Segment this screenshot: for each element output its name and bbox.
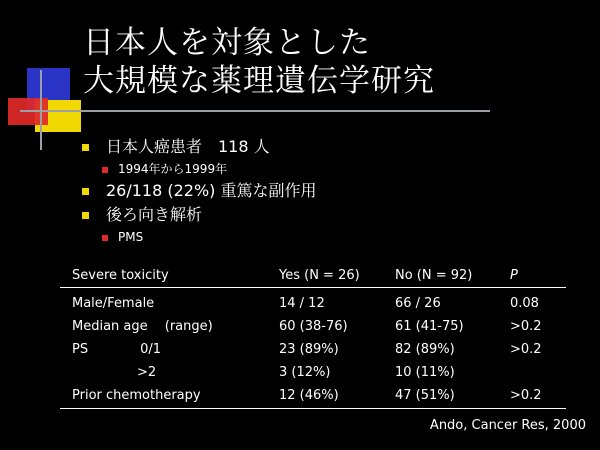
table-cell: 47 (51%) bbox=[395, 388, 455, 403]
table-cell: Male/Female bbox=[72, 296, 155, 311]
decorative-vertical-line bbox=[40, 70, 42, 150]
table-cell: 66 / 26 bbox=[395, 296, 441, 311]
bullet-list bbox=[78, 135, 578, 247]
table-row bbox=[60, 384, 568, 407]
bullet-square-icon bbox=[82, 188, 89, 195]
bullet-text: 後ろ向き解析 bbox=[106, 205, 203, 224]
table-cell: 60 (38-76) bbox=[279, 319, 348, 334]
table-cell: 10 (11%) bbox=[395, 365, 455, 380]
sub-bullet-square-icon bbox=[102, 235, 108, 241]
table-cell: >0.2 bbox=[510, 342, 542, 357]
sub-bullet-text: 1994年から1999年 bbox=[118, 162, 228, 176]
table-row bbox=[60, 361, 568, 384]
table-cell: PS 0/1 bbox=[72, 342, 162, 357]
table-cell: 82 (89%) bbox=[395, 342, 455, 357]
table-cell: >0.2 bbox=[510, 388, 542, 403]
sub-bullet-square-icon bbox=[102, 167, 108, 173]
table-cell: 61 (41-75) bbox=[395, 319, 464, 334]
table-cell: 3 (12%) bbox=[279, 365, 331, 380]
table-cell: 14 / 12 bbox=[279, 296, 325, 311]
decorative-horizontal-line bbox=[20, 110, 490, 112]
header-cell: P bbox=[510, 268, 518, 283]
table-row bbox=[60, 315, 568, 338]
table-cell: >0.2 bbox=[510, 319, 542, 334]
table-cell: >2 bbox=[72, 365, 157, 380]
header-cell: No (N = 92) bbox=[395, 268, 473, 283]
header-cell: Severe toxicity bbox=[72, 268, 169, 283]
bullet-item bbox=[78, 179, 578, 203]
bullet-item bbox=[78, 203, 578, 227]
sub-bullet-item bbox=[78, 159, 578, 179]
sub-bullet-text: PMS bbox=[118, 230, 144, 244]
table-row bbox=[60, 292, 568, 315]
bullet-item bbox=[78, 135, 578, 159]
bullet-square-icon bbox=[82, 212, 89, 219]
table-header-divider bbox=[60, 287, 566, 288]
table-cell: Prior chemotherapy bbox=[72, 388, 201, 403]
toxicity-table bbox=[60, 264, 568, 407]
title-line-2: 大規模な薬理遺伝学研究 bbox=[83, 63, 435, 99]
sub-bullet-item bbox=[78, 227, 578, 247]
bullet-text: 26/118 (22%) 重篤な副作用 bbox=[106, 181, 317, 200]
citation: Ando, Cancer Res, 2000 bbox=[429, 418, 586, 433]
table-header-row bbox=[60, 264, 568, 286]
table-cell: 12 (46%) bbox=[279, 388, 339, 403]
bullet-text: 日本人癌患者 118 人 bbox=[106, 137, 270, 156]
table-row bbox=[60, 338, 568, 361]
table-cell: 0.08 bbox=[510, 296, 539, 311]
table-cell: Median age (range) bbox=[72, 319, 213, 334]
table-cell: 23 (89%) bbox=[279, 342, 339, 357]
bullet-square-icon bbox=[82, 144, 89, 151]
title-line-1: 日本人を対象とした bbox=[83, 25, 371, 61]
slide-title bbox=[83, 24, 435, 100]
table-bottom-divider bbox=[60, 408, 566, 409]
header-cell: Yes (N = 26) bbox=[279, 268, 360, 283]
